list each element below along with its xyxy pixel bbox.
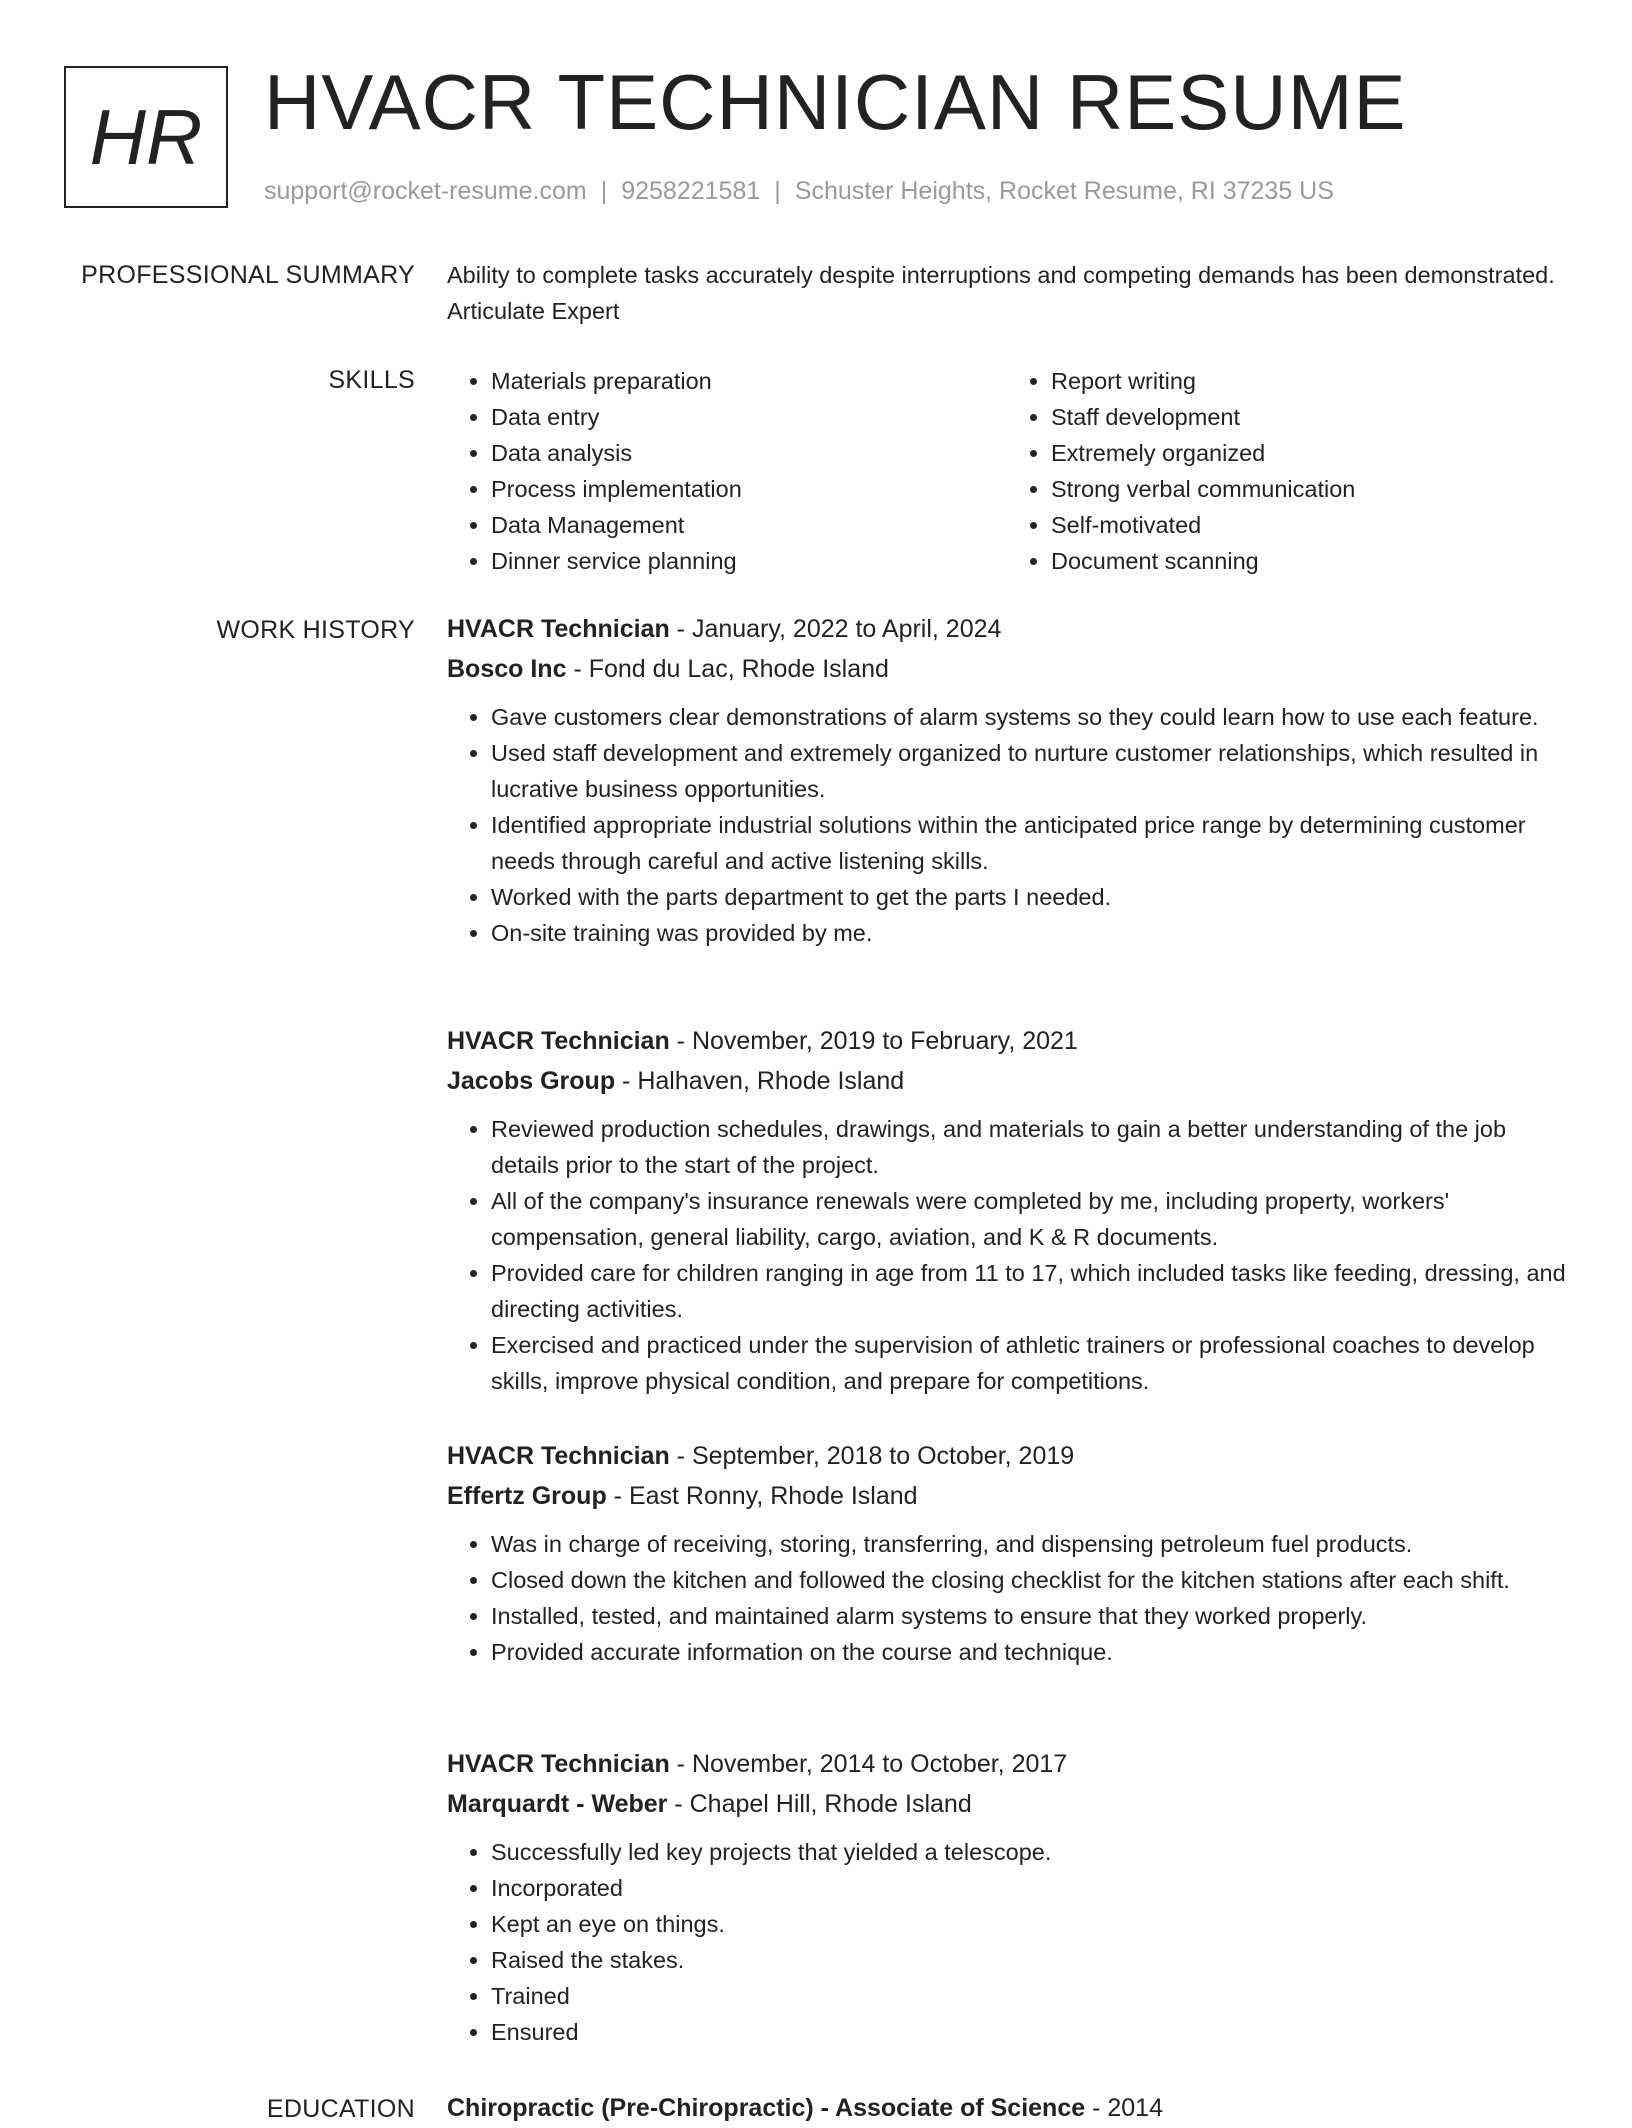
job-title: HVACR Technician — [447, 1442, 670, 1470]
list-item: • Staff development — [1051, 399, 1567, 435]
skills-list-right — [1007, 363, 1567, 579]
list-item: • Raised the stakes. — [491, 1942, 1567, 1978]
list-item: • Closed down the kitchen and followed the closing checklist for the kitchen stations after each shift. — [491, 1562, 1567, 1598]
list-item: • Gave customers clear demonstrations of alarm systems so they could learn how to use each feature. — [491, 699, 1567, 735]
job-title-line — [447, 609, 1567, 649]
job-title: HVACR Technician — [447, 1750, 670, 1778]
list-item: • Materials preparation — [491, 363, 1007, 399]
list-item: • Was in charge of receiving, storing, transferring, and dispensing petroleum fuel products. — [491, 1526, 1567, 1562]
job-title-line — [447, 1744, 1567, 1784]
list-item: • Successfully led key projects that yielded a telescope. — [491, 1834, 1567, 1870]
list-item: • Incorporated — [491, 1870, 1567, 1906]
list-item: • Kept an eye on things. — [491, 1906, 1567, 1942]
job-dates: - September, 2018 to October, 2019 — [676, 1442, 1075, 1470]
list-item: • All of the company's insurance renewals were completed by me, including property, workers' compensation, general liability, cargo, aviation, and K & R documents. — [491, 1183, 1567, 1255]
job-location: - Halhaven, Rhode Island — [622, 1067, 905, 1095]
contact-line — [264, 174, 1334, 208]
list-item: • Strong verbal communication — [1051, 471, 1567, 507]
list-item: • Process implementation — [491, 471, 1007, 507]
job-location: - Fond du Lac, Rhode Island — [573, 655, 889, 683]
job-bullets — [447, 1526, 1567, 1670]
skills-list-left — [447, 363, 1007, 579]
list-item: • Document scanning — [1051, 543, 1567, 579]
work-history — [447, 609, 1567, 951]
list-item: • Provided accurate information on the course and technique. — [491, 1634, 1567, 1670]
job-company-line — [447, 1476, 1567, 1516]
list-item: • On-site training was provided by me. — [491, 915, 1567, 951]
job-bullets — [447, 1111, 1567, 1399]
contact-email[interactable]: support@rocket-resume.com — [264, 177, 587, 205]
job-dates: - November, 2014 to October, 2017 — [676, 1750, 1068, 1778]
education-line — [447, 2088, 1567, 2128]
summary-text: Ability to complete tasks accurately despite interruptions and competing demands has been demonstrated. Articulate Expert — [447, 262, 1555, 324]
job-location: - East Ronny, Rhode Island — [613, 1482, 918, 1510]
job-entry — [447, 609, 1567, 951]
monogram: HR — [64, 66, 228, 208]
job-title: HVACR Technician — [447, 1027, 670, 1055]
separator: | — [774, 177, 781, 205]
skills-section — [447, 363, 1567, 579]
contact-phone[interactable]: 9258221581 — [621, 177, 761, 205]
list-item: • Ensured — [491, 2014, 1567, 2050]
job-company-line — [447, 1061, 1567, 1101]
education-year: - 2014 — [1092, 2094, 1163, 2122]
work-history — [447, 1021, 1567, 1399]
job-title: HVACR Technician — [447, 615, 670, 643]
list-item: • Reviewed production schedules, drawings, and materials to gain a better understanding of the job details prior to the start of the project. — [491, 1111, 1567, 1183]
resume-title: HVACR TECHNICIAN RESUME — [264, 58, 1407, 146]
education-heading: EDUCATION — [266, 2095, 415, 2123]
job-company: Effertz Group — [447, 1482, 607, 1510]
job-dates: - November, 2019 to February, 2021 — [676, 1027, 1078, 1055]
job-title-line — [447, 1021, 1567, 1061]
list-item: • Dinner service planning — [491, 543, 1007, 579]
separator: | — [600, 177, 608, 205]
work-history-heading: WORK HISTORY — [216, 616, 415, 644]
job-company-line — [447, 649, 1567, 689]
skills-heading: SKILLS — [328, 366, 415, 394]
list-item: • Trained — [491, 1978, 1567, 2014]
job-entry — [447, 1744, 1567, 2050]
job-company: Bosco Inc — [447, 655, 567, 683]
contact-address: Schuster Heights, Rocket Resume, RI 37235 US — [794, 177, 1334, 205]
list-item: • Data Management — [491, 507, 1007, 543]
list-item: • Data analysis — [491, 435, 1007, 471]
work-history — [447, 1436, 1567, 1670]
summary-heading: PROFESSIONAL SUMMARY — [81, 261, 415, 289]
list-item: • Extremely organized — [1051, 435, 1567, 471]
list-item: • Used staff development and extremely organized to nurture customer relationships, which resulted in lucrative business opportunities. — [491, 735, 1567, 807]
job-entry — [447, 1021, 1567, 1399]
job-company-line — [447, 1784, 1567, 1824]
job-bullets — [447, 1834, 1567, 2050]
list-item: • Data entry — [491, 399, 1007, 435]
job-dates: - January, 2022 to April, 2024 — [676, 615, 1002, 643]
work-history — [447, 1744, 1567, 2050]
list-item: • Exercised and practiced under the supervision of athletic trainers or professional coaches to develop skills, improve physical condition, and prepare for competitions. — [491, 1327, 1567, 1399]
list-item: • Identified appropriate industrial solutions within the anticipated price range by determining customer needs through careful and active listening skills. — [491, 807, 1567, 879]
job-bullets — [447, 699, 1567, 951]
job-title-line — [447, 1436, 1567, 1476]
job-company: Jacobs Group — [447, 1067, 616, 1095]
education-entry — [447, 2088, 1567, 2128]
job-location: - Chapel Hill, Rhode Island — [674, 1790, 972, 1818]
list-item: • Provided care for children ranging in age from 11 to 17, which included tasks like feeding, dressing, and directing activities. — [491, 1255, 1567, 1327]
education-degree: Chiropractic (Pre-Chiropractic) - Associate of Science — [447, 2094, 1086, 2122]
list-item: • Self-motivated — [1051, 507, 1567, 543]
job-company: Marquardt - Weber — [447, 1790, 668, 1818]
list-item: • Installed, tested, and maintained alarm systems to ensure that they worked properly. — [491, 1598, 1567, 1634]
list-item: • Report writing — [1051, 363, 1567, 399]
job-entry — [447, 1436, 1567, 1670]
list-item: • Worked with the parts department to get the parts I needed. — [491, 879, 1567, 915]
